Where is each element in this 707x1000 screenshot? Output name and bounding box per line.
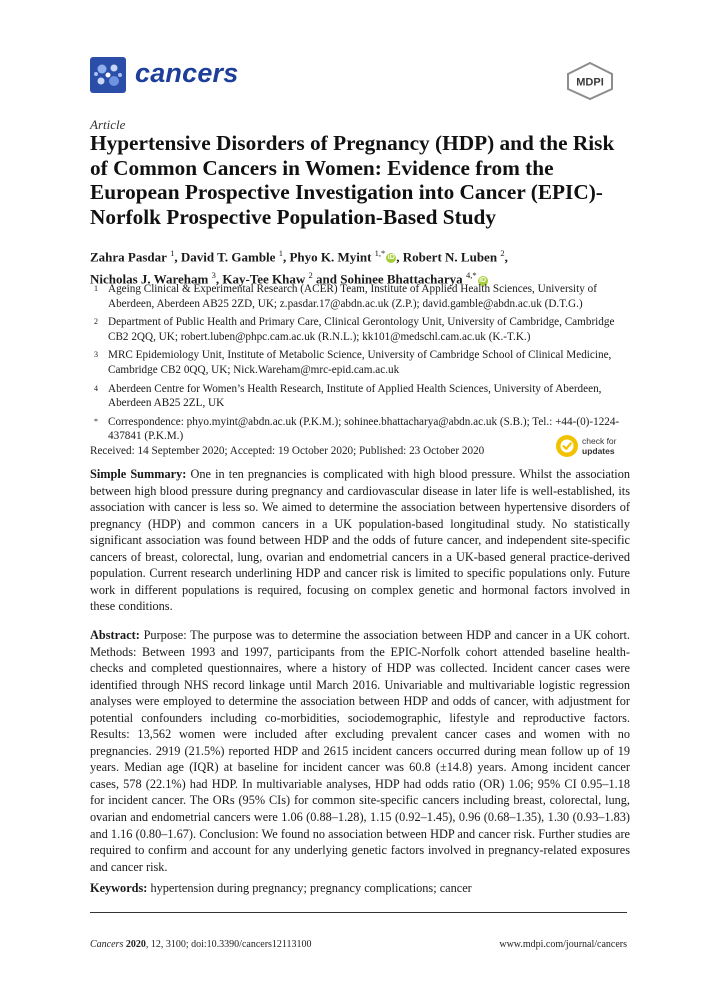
publication-dates: Received: 14 September 2020; Accepted: 19 October 2020; Published: 23 October 2020 xyxy=(90,445,485,457)
author-separator: , xyxy=(215,271,220,287)
author-separator: , xyxy=(174,249,178,265)
affiliation-item xyxy=(90,282,630,311)
affiliation-item xyxy=(90,382,630,411)
author-affiliation-mark: 2 xyxy=(500,248,505,258)
footer-citation xyxy=(90,939,312,950)
keywords xyxy=(90,881,630,896)
correspondence-text: Correspondence: phyo.myint@abdn.ac.uk (P.K.M.); sohinee.bhattacharya@abdn.ac.uk (S.B.); Tel.: +44-(0)-1224-437841 (P.K.M.) xyxy=(108,415,620,443)
affiliation-text: Aberdeen Centre for Women’s Health Research, Institute of Applied Health Sciences, University of Aberdeen, Aberdeen AB25 2ZL, UK xyxy=(108,382,602,410)
journal-logo-icon xyxy=(90,57,126,93)
keywords-text: hypertension during pregnancy; pregnancy complications; cancer xyxy=(150,881,472,895)
author-name: Nicholas J. Wareham xyxy=(90,271,209,287)
affiliation-marker: 1 xyxy=(94,284,98,293)
journal-name: cancers xyxy=(135,58,239,88)
author-separator: and xyxy=(316,271,338,287)
affiliation-item xyxy=(90,348,630,377)
article-type: Article xyxy=(90,117,126,132)
author-name: Zahra Pasdar xyxy=(90,249,167,265)
author-affiliation-mark: 2 xyxy=(308,270,313,281)
affiliation-text: Ageing Clinical & Experimental Research (ACER) Team, Institute of Applied Health Sciences, University of Aberdeen, Aberdeen AB25 2ZD, UK; z.pasdar.17@abdn.ac.uk (Z.P.); david.gamble@abdn.ac.uk (D.T.G.) xyxy=(108,283,597,310)
abstract-label: Abstract: xyxy=(90,628,140,642)
simple-summary xyxy=(90,466,630,615)
footer-volume-doi: , 12, 3100; doi:10.3390/cancers12113100 xyxy=(145,939,312,950)
affiliation-marker: 3 xyxy=(94,350,98,360)
check-updates-line2: updates xyxy=(582,446,615,456)
author-name: Sohinee Bhattacharya xyxy=(340,271,463,287)
author-name: Robert N. Luben xyxy=(402,249,498,265)
author-name: David T. Gamble xyxy=(180,249,276,265)
affiliation-marker: 4 xyxy=(94,383,98,393)
author-separator: , xyxy=(282,249,287,265)
footer-year: 2020 xyxy=(125,939,146,950)
simple-summary-text: One in ten pregnancies is complicated with high blood pressure. Whilst the association between high blood pressure during pregnancy and cardiovascular disease in later life is well-established, its association with cancer is less so. We aimed to determine the association between hypertensive disorders of pregnancy (HDP) and common cancers in a UK population-based longitudinal study. No statistically significant association was found between HDP and the odds of future cancer, and independent site-specific cancers of breast, colorectal, lung, ovarian and endometrial cancers in a UK-based general practice-derived population. Current research underlining HDP and cancer risk is limited to specific populations only. Future work in different populations is required, focusing on complex genetic and hormonal factors involved in these conditions. xyxy=(90,467,630,614)
publisher-name: MDPI xyxy=(576,76,604,89)
affiliations xyxy=(90,282,630,448)
footer-divider xyxy=(90,912,627,913)
article-title: Hypertensive Disorders of Pregnancy (HDP) and the Risk of Common Cancers in Women: Evidence from the European Prospective Investigation into Cancer (EPIC)-Norfolk Prospective Population-Based Study xyxy=(90,131,615,229)
affiliation-marker: * xyxy=(94,416,98,426)
check-updates-line1: check for xyxy=(582,436,617,446)
author-name: Phyo K. Myint xyxy=(289,249,372,265)
author-affiliation-mark: 1 xyxy=(170,248,175,258)
footer-journal-url[interactable]: www.mdpi.com/journal/cancers xyxy=(499,939,627,950)
author-separator: , xyxy=(504,249,508,265)
author-affiliation-mark: 3 xyxy=(211,270,216,281)
footer-journal: Cancers xyxy=(90,939,124,950)
keywords-label: Keywords: xyxy=(90,881,148,895)
author-affiliation-mark: 4,* xyxy=(465,270,477,281)
author-separator: , xyxy=(396,249,400,265)
affiliation-text: MRC Epidemiology Unit, Institute of Metabolic Science, University of Cambridge School of Clinical Medicine, Cambridge CB2 0QQ, UK; Nick.Wareham@mrc-epid.cam.ac.uk xyxy=(108,349,612,376)
publisher-logo-icon xyxy=(565,62,615,100)
affiliation-item xyxy=(90,315,630,344)
affiliation-text: Department of Public Health and Primary Care, Clinical Gerontology Unit, University of Cambridge, Cambridge CB2 2QQ, UK; robert.luben@phpc.cam.ac.uk (R.N.L.); kk101@medschl.cam.ac.uk (K.-T.K.) xyxy=(108,316,615,343)
author-affiliation-mark: 1 xyxy=(278,248,283,258)
check-for-updates-badge[interactable] xyxy=(555,432,625,460)
author-name: Kay-Tee Khaw xyxy=(222,271,306,287)
abstract-text: Purpose: The purpose was to determine the association between HDP and cancer in a UK cohort. Methods: Between 1993 and 1997, participants from the EPIC-Norfolk cohort attended baseline health-checks and completed questionnaires, where a history of HDP was collected. Incident cancer cases were identified through NHS record linkage until March 2016. Univariable and multivariable logistic regression analyses were employed to determine the association between HDP and odds of cancer, with adjustment for potential confounders including co-morbidities, sociodemographic, lifestyle and reproductive factors. Results: 13,562 women were included after excluding prevalent cancer cases and women with no pregnancies. 2919 (21.5%) reported HDP and 2615 incident cancers occurred during mean follow up of 19 years. Median age (IQR) at baseline for incident cancer was 60.8 (±14.8) years. Among incident cancer cases, 578 (22.1%) had HDP. In multivariable analyses, HDP had odds ratio (OR) 1.06; 95% CI 0.95–1.18 for incident cancer. The ORs (95% CIs) for common site-specific cancers including breast, colorectal, lung, ovarian and endometrial cancers were 1.06 (0.88–1.28), 1.15 (0.92–1.45), 0.96 (0.68–1.35), 1.30 (0.93–1.83) and 1.16 (0.80–1.67). Conclusion: We found no association between HDP and cancer risk. Further studies are required to confirm and account for any underlying genetic factors involved in pregnancy-related exposures and cancer risk. xyxy=(90,628,630,874)
author-affiliation-mark: 1,* xyxy=(374,248,386,258)
orcid-icon[interactable]: iD xyxy=(479,276,487,284)
correspondence-item xyxy=(90,415,630,444)
orcid-icon[interactable]: iD xyxy=(387,254,395,262)
affiliation-marker: 2 xyxy=(94,317,98,327)
simple-summary-label: Simple Summary: xyxy=(90,467,187,481)
abstract xyxy=(90,627,630,875)
